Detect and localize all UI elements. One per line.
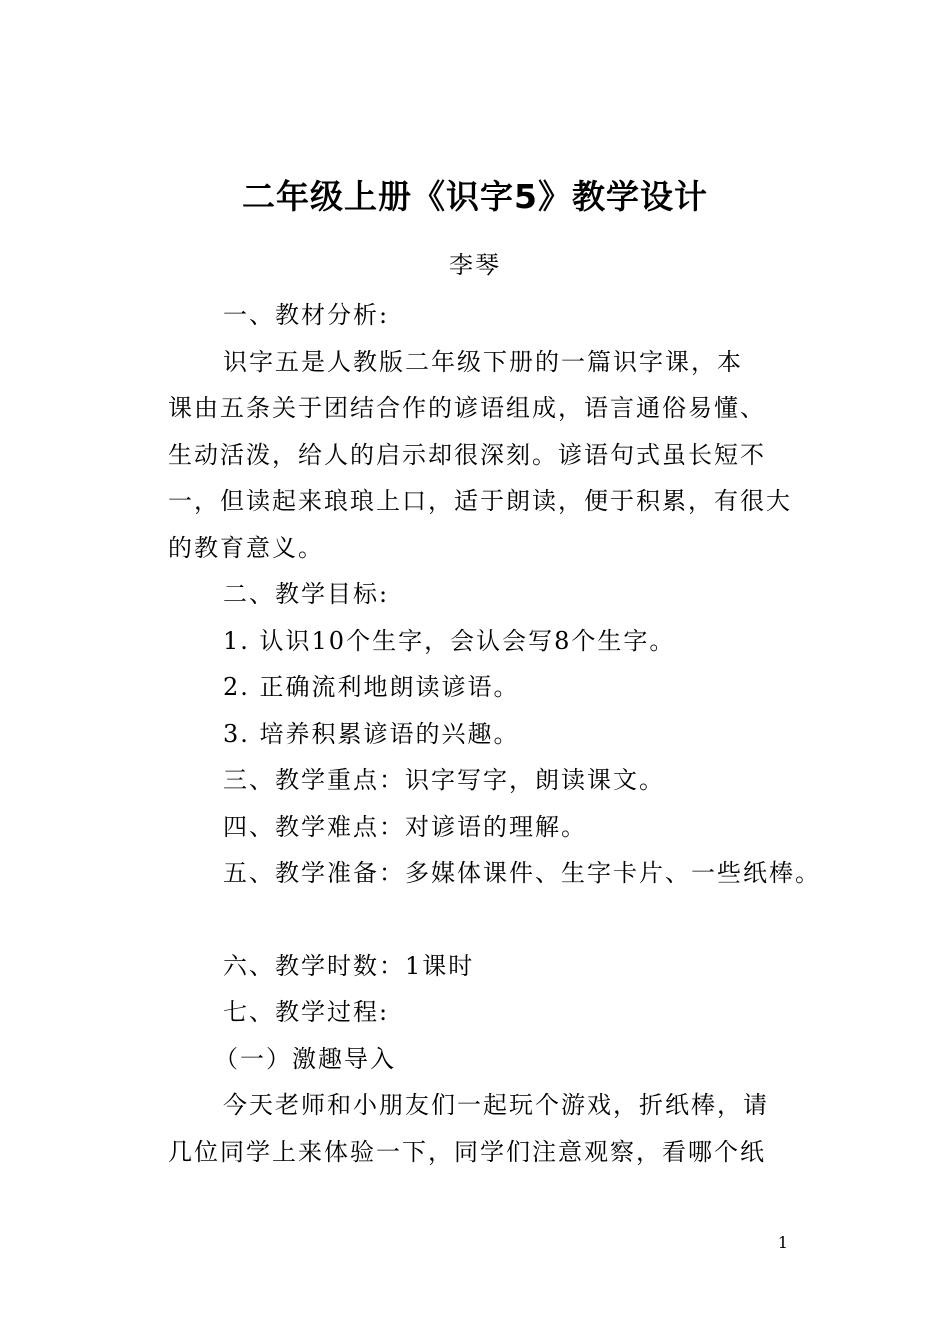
blank-line: [168, 897, 786, 943]
page-number: 1: [777, 1233, 789, 1252]
paragraph-line: 识字五是人教版二年级下册的一篇识字课，本: [223, 347, 743, 376]
author-name: 李琴: [449, 251, 501, 279]
goal-item: 3. 培养积累谚语的兴趣。: [223, 719, 520, 748]
section-heading-key-points: 三、教学重点：识字写字，朗读课文。: [223, 766, 665, 794]
paragraph-line: 今天老师和小朋友们一起玩个游戏，折纸棒，请: [223, 1091, 769, 1119]
section-heading-preparation: 五、教学准备：多媒体课件、生字卡片、一些纸棒。: [223, 859, 821, 887]
section-heading-material-analysis: 一、教材分析:: [223, 301, 390, 329]
document-title: 二年级上册《识字5》教学设计: [242, 177, 708, 216]
section-heading-teaching-goals: 二、教学目标:: [223, 580, 390, 608]
paragraph-line: 一，但读起来琅琅上口，适于朗读，便于积累，有很大: [168, 487, 792, 515]
section-heading-teaching-process: 七、教学过程:: [223, 998, 390, 1026]
paragraph-line: 生动活泼，给人的启示却很深刻。谚语句式虽长短不: [168, 440, 766, 469]
paragraph-line: 的教育意义。: [168, 533, 324, 562]
section-heading-class-hours: 六、教学时数：1课时: [223, 951, 475, 980]
document-body: [168, 292, 821, 1175]
goal-item: 1. 认识10个生字，会认会写8个生字。: [223, 626, 676, 655]
paragraph-line: 几位同学上来体验一下，同学们注意观察，看哪个纸: [168, 1137, 766, 1166]
subsection-heading-introduction: （一）激趣导入: [214, 1044, 396, 1073]
paragraph-line: 课由五条关于团结合作的谚语组成，语言通俗易懂、: [168, 394, 766, 422]
goal-item: 2. 正确流利地朗读谚语。: [223, 673, 520, 701]
section-heading-difficulties: 四、教学难点：对谚语的理解。: [223, 812, 587, 841]
